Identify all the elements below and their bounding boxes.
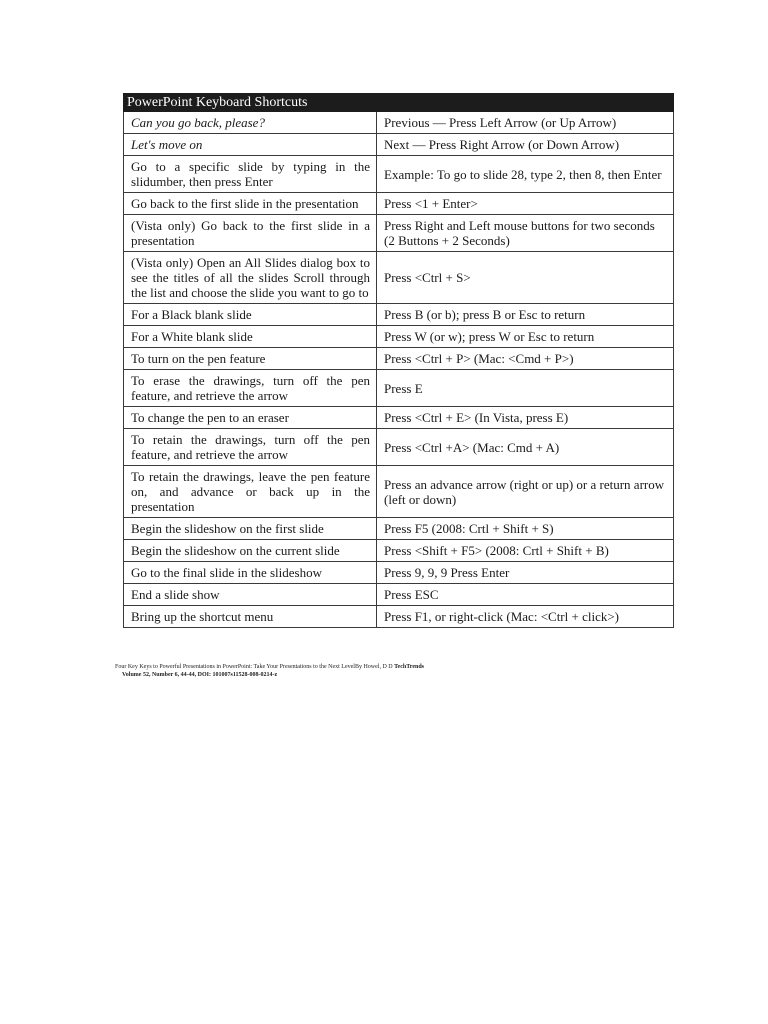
action-cell: Go to the final slide in the slideshow — [124, 562, 377, 584]
table-row — [124, 584, 674, 606]
action-cell: To retain the drawings, turn off the pen feature, and retrieve the arrow — [124, 429, 377, 466]
shortcut-cell: Press <Ctrl + E> (In Vista, press E) — [377, 407, 674, 429]
action-cell: To turn on the pen feature — [124, 348, 377, 370]
table-row — [124, 252, 674, 304]
citation-line-2: Volume 52, Number 6, 44-44, DOI: 101007s11528-008-0214-z — [122, 672, 278, 678]
citation — [115, 663, 675, 679]
action-cell: (Vista only) Open an All Slides dialog box to see the titles of all the slides Scroll through the list and choose the slide you want to go to — [124, 252, 377, 304]
shortcut-cell: Press <1 + Enter> — [377, 193, 674, 215]
table-row — [124, 348, 674, 370]
table-row — [124, 606, 674, 628]
shortcut-cell: Press <Ctrl + P> (Mac: <Cmd + P>) — [377, 348, 674, 370]
table-row — [124, 540, 674, 562]
shortcut-cell: Next — Press Right Arrow (or Down Arrow) — [377, 134, 674, 156]
action-cell: For a Black blank slide — [124, 304, 377, 326]
table-row — [124, 562, 674, 584]
table-title-row — [124, 94, 674, 112]
action-cell: (Vista only) Go back to the first slide in a presentation — [124, 215, 377, 252]
action-cell: Go to a specific slide by typing in the slidumber, then press Enter — [124, 156, 377, 193]
citation-title: Four Key Keys to Powerful Presentations in PowerPoint: Take Your Presentations to the Next LevelBy Howel, D D — [115, 664, 393, 670]
action-cell: To erase the drawings, turn off the pen feature, and retrieve the arrow — [124, 370, 377, 407]
shortcut-cell: Press ESC — [377, 584, 674, 606]
action-cell: Go back to the first slide in the presentation — [124, 193, 377, 215]
shortcut-cell: Press B (or b); press B or Esc to return — [377, 304, 674, 326]
table-title: PowerPoint Keyboard Shortcuts — [124, 94, 674, 112]
shortcut-cell: Press <Ctrl + S> — [377, 252, 674, 304]
action-cell: Bring up the shortcut menu — [124, 606, 377, 628]
table-row — [124, 134, 674, 156]
action-cell: Begin the slideshow on the first slide — [124, 518, 377, 540]
action-cell: Begin the slideshow on the current slide — [124, 540, 377, 562]
action-cell: To retain the drawings, leave the pen feature on, and advance or back up in the presentation — [124, 466, 377, 518]
action-cell: To change the pen to an eraser — [124, 407, 377, 429]
table-row — [124, 112, 674, 134]
table-row — [124, 370, 674, 407]
table-row — [124, 407, 674, 429]
table-row — [124, 215, 674, 252]
shortcut-cell: Press F5 (2008: Crtl + Shift + S) — [377, 518, 674, 540]
shortcut-cell: Press E — [377, 370, 674, 407]
shortcut-cell: Press 9, 9, 9 Press Enter — [377, 562, 674, 584]
shortcut-cell: Previous — Press Left Arrow (or Up Arrow) — [377, 112, 674, 134]
action-cell: Can you go back, please? — [124, 112, 377, 134]
shortcut-cell: Press W (or w); press W or Esc to return — [377, 326, 674, 348]
shortcut-cell: Press <Shift + F5> (2008: Crtl + Shift + B) — [377, 540, 674, 562]
citation-line-1 — [115, 663, 675, 671]
table-row — [124, 156, 674, 193]
shortcuts-table — [123, 93, 674, 628]
document-page — [123, 93, 673, 628]
shortcut-cell: Press F1, or right-click (Mac: <Ctrl + click>) — [377, 606, 674, 628]
table-row — [124, 304, 674, 326]
action-cell: For a White blank slide — [124, 326, 377, 348]
table-row — [124, 518, 674, 540]
action-cell: Let's move on — [124, 134, 377, 156]
table-body — [124, 112, 674, 628]
shortcut-cell: Press <Ctrl +A> (Mac: Cmd + A) — [377, 429, 674, 466]
citation-source: TechTrends — [394, 664, 425, 670]
table-row — [124, 326, 674, 348]
action-cell: End a slide show — [124, 584, 377, 606]
table-row — [124, 193, 674, 215]
table-row — [124, 466, 674, 518]
shortcut-cell: Press Right and Left mouse buttons for two seconds (2 Buttons + 2 Seconds) — [377, 215, 674, 252]
shortcut-cell: Press an advance arrow (right or up) or a return arrow (left or down) — [377, 466, 674, 518]
shortcut-cell: Example: To go to slide 28, type 2, then 8, then Enter — [377, 156, 674, 193]
table-row — [124, 429, 674, 466]
